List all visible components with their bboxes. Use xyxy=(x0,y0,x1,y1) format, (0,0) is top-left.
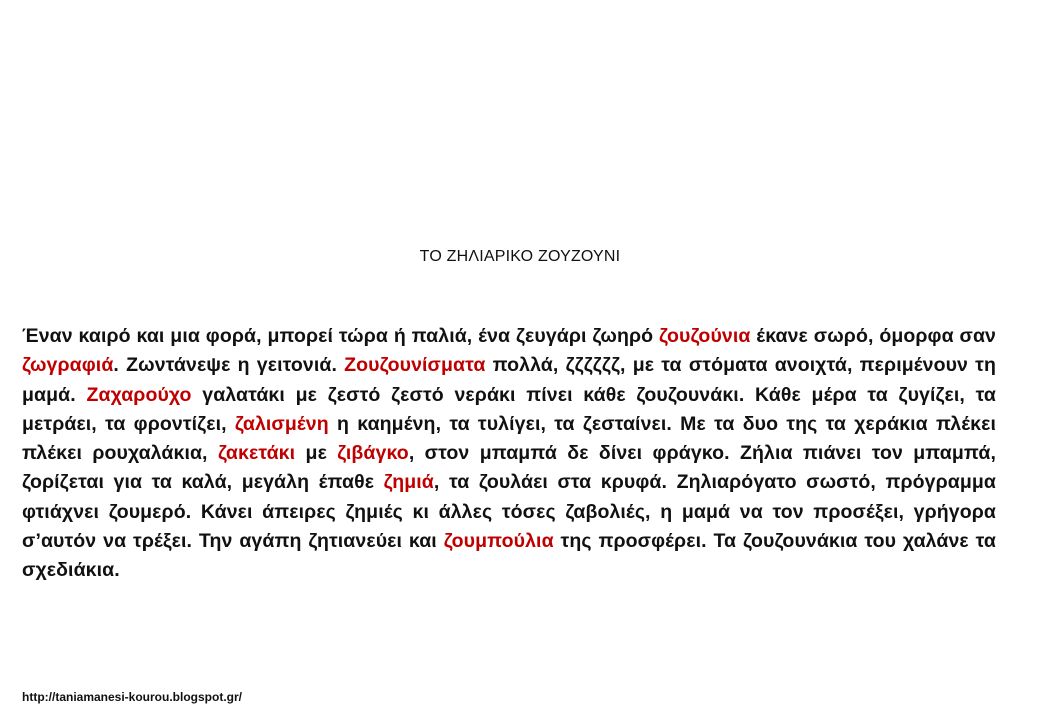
highlighted-word: ζαλισμένη xyxy=(234,412,329,435)
story-text: , στον μπαμπά δε δίνει φράγκο. Ζήλια πιάνει τον μπαμπά, ζορίζεται για τα καλά, μεγάλη έπαθε xyxy=(22,442,997,494)
story-text: . Ζωντάνεψε η γειτονιά. xyxy=(113,354,345,377)
story-text: της προσφέρει. Τα ζουζουνάκια του χαλάνε τα σχεδιάκια. xyxy=(22,530,996,582)
highlighted-word: Ζαχαρούχο xyxy=(86,383,192,406)
highlighted-word: ζουζούνια xyxy=(659,325,751,347)
document-title: ΤΟ ΖΗΛΙΑΡΙΚΟ ΖΟΥΖΟΥΝΙ xyxy=(419,248,621,265)
story-text: η καημένη, τα τυλίγει, τα ζεσταίνει. Με τα δυο της τα χεράκια πλέκει πλέκει ρουχαλάκια, xyxy=(22,412,996,465)
highlighted-word: ζημιά xyxy=(383,471,434,494)
story-text: Έναν καιρό και μια φορά, μπορεί τώρα ή παλιά, ένα ζευγάρι ζωηρό xyxy=(22,325,659,347)
story-paragraph xyxy=(22,322,996,586)
highlighted-word: ζουμπούλια xyxy=(443,530,554,553)
story-text: με xyxy=(295,442,338,465)
highlighted-word: ζωγραφιά xyxy=(22,354,114,377)
story-text: γαλατάκι με ζεστό ζεστό νεράκι πίνει κάθε ζουζουνάκι. Κάθε μέρα τα ζυγίζει, τα μετράει, τα φροντίζει, xyxy=(22,383,996,435)
story-text: έκανε σωρό, όμορφα σαν xyxy=(750,325,996,347)
source-url: http://taniamanesi-kourou.blogspot.gr/ xyxy=(22,690,242,704)
highlighted-word: ζιβάγκο xyxy=(337,442,409,465)
highlighted-word: Ζουζουνίσματα xyxy=(344,354,486,377)
story-text: , τα ζουλάει στα κρυφά. Ζηλιαρόγατο σωστό, πρόγραμμα φτιάχνει ζουμερό. Κάνει άπειρες ζημιές κι άλλες τόσες ζαβολιές, η μαμά να τον προσέξει, γρήγορα σ’αυτόν να τρέξει. Την αγάπη ζητιανεύει και xyxy=(22,471,997,553)
highlighted-word: ζακετάκι xyxy=(217,442,296,465)
story-text: πολλά, ζζζζζζ, με τα στόματα ανοιχτά, περιμένουν τη μαμά. xyxy=(22,354,996,406)
